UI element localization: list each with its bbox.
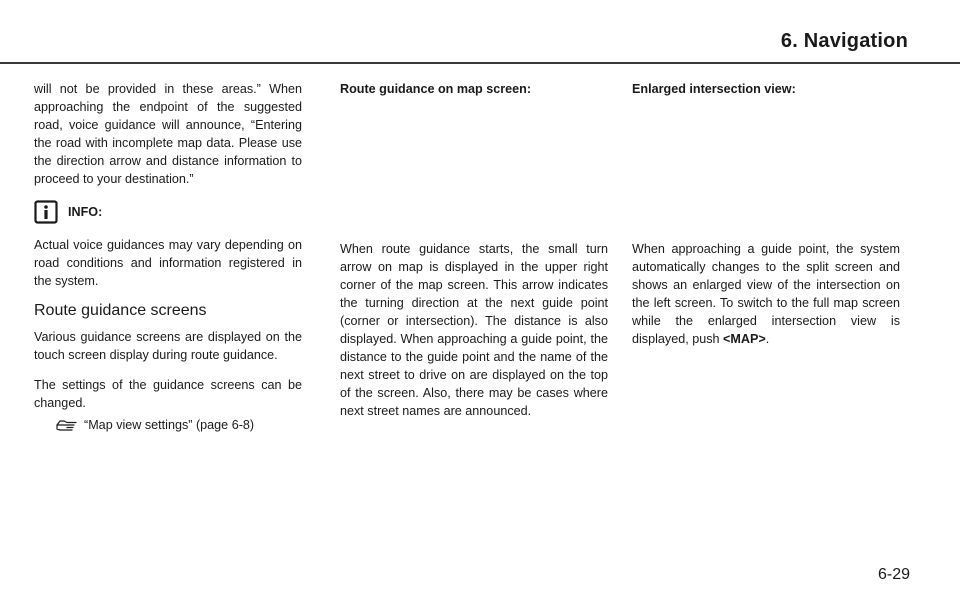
info-row: [34, 200, 302, 224]
info-text: Actual voice guidances may vary depending on road conditions and information registered in the system.: [34, 238, 302, 288]
info-title: INFO:: [68, 205, 103, 219]
route-guidance-heading: Route guidance on map screen:: [340, 82, 532, 96]
reference-text: “Map view settings” (page 6-8): [84, 418, 255, 432]
left-column: [34, 80, 302, 434]
chapter-title: 6. Navigation: [780, 30, 908, 52]
paragraph-settings: The settings of the guidance screens can be changed.: [34, 378, 302, 410]
page-number: 6-29: [877, 566, 910, 583]
info-icon: [34, 200, 58, 224]
paragraph-incomplete-map: will not be provided in these areas.” When approaching the endpoint of the suggested road, voice guidance will announce, “Entering the road with incomplete map data. Please use the direction arrow and distance information to proceed to your destination.”: [34, 82, 302, 186]
paragraph-guidance-screens: Various guidance screens are displayed on the touch screen display during route guidance.: [34, 330, 302, 362]
cross-reference: [56, 416, 302, 434]
section-heading: Route guidance screens: [34, 302, 207, 319]
enlarged-view-text: When approaching a guide point, the system automatically changes to the split screen and shows an enlarged view of the intersection on the left screen. To switch to the full map screen while the enlarged intersection view is displayed, push <MAP>.: [632, 242, 900, 346]
route-guidance-text: When route guidance starts, the small turn arrow on map is displayed in the upper right corner of the map screen. This arrow indicates the turning direction at the next guide point (corner or intersection). The distance is also displayed. When approaching a guide point, the distance to the guide point and the name of the next street to drive on are displayed on the top of the screen. Also, there may be cases where next street names are announced.: [340, 242, 608, 418]
pointing-hand-icon: [56, 416, 78, 432]
right-column: [632, 80, 900, 346]
header-rule: [0, 62, 960, 64]
map-button-label: <MAP>: [723, 332, 766, 346]
middle-column: [340, 80, 608, 418]
enlarged-view-heading: Enlarged intersection view:: [632, 82, 796, 96]
